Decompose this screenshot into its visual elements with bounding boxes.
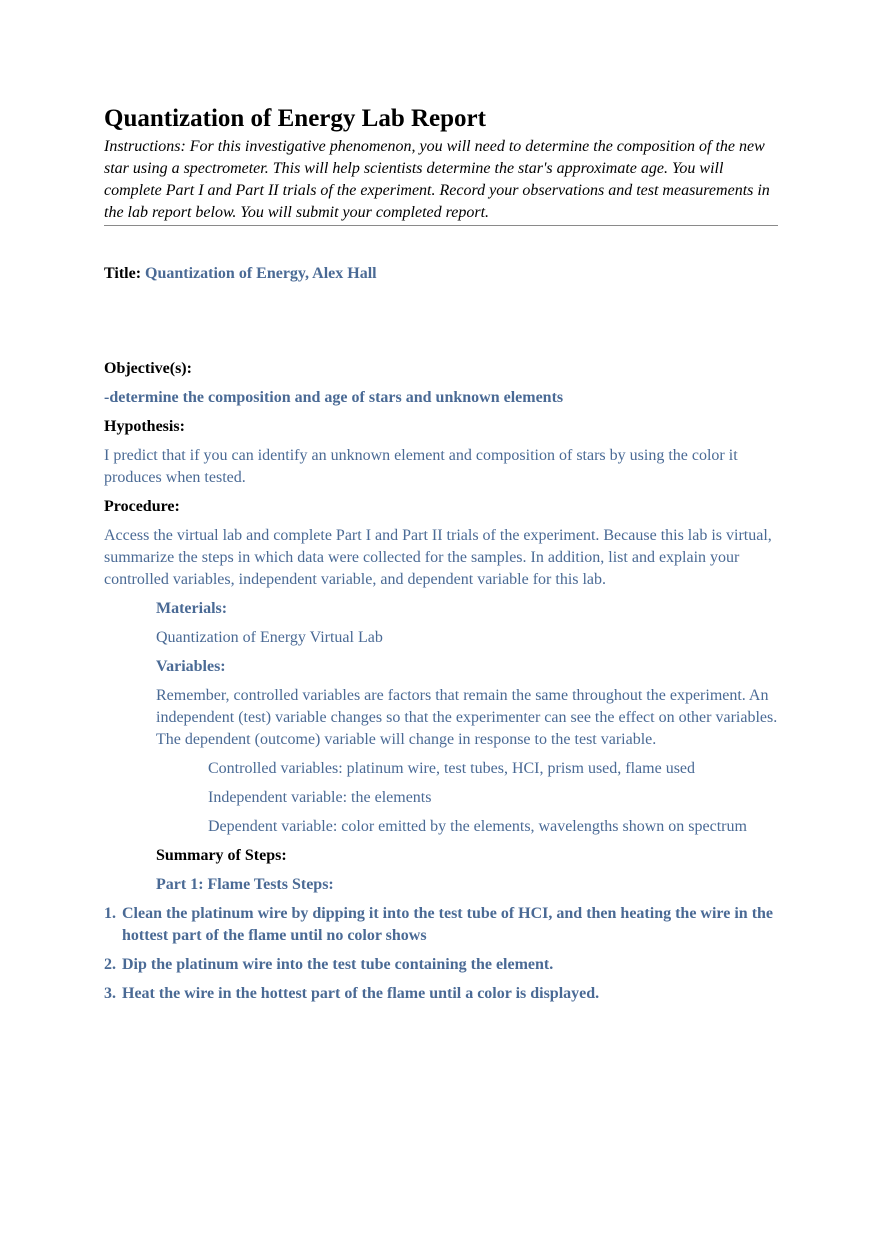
summary-label: Summary of Steps: xyxy=(156,847,287,864)
procedure-label: Procedure: xyxy=(104,498,180,515)
title-value: Quantization of Energy, Alex Hall xyxy=(145,265,377,282)
procedure-text: Access the virtual lab and complete Part I and Part II trials of the experiment. Because this lab is virtual, summarize the steps in which data were collected for the samples. In addition, list and explain your controlled variables, independent variable, and dependent variable for this lab. xyxy=(104,527,772,588)
controlled-variables: Controlled variables: platinum wire, test tubes, HCI, prism used, flame used xyxy=(208,760,696,777)
hypothesis-label: Hypothesis: xyxy=(104,418,185,435)
document-page xyxy=(104,104,778,1005)
part1-label: Part 1: Flame Tests Steps: xyxy=(156,876,334,893)
independent-variable: Independent variable: the elements xyxy=(208,789,432,806)
header-divider xyxy=(104,225,778,226)
list-item xyxy=(104,983,778,1005)
materials-label: Materials: xyxy=(156,600,228,617)
step-number: 3. xyxy=(104,985,116,1002)
steps-list xyxy=(104,903,778,1005)
list-item xyxy=(104,954,778,976)
materials-value: Quantization of Energy Virtual Lab xyxy=(156,629,383,646)
title-label: Title: xyxy=(104,265,142,282)
objective-label: Objective(s): xyxy=(104,360,192,377)
variables-label: Variables: xyxy=(156,658,226,675)
step-number: 2. xyxy=(104,956,116,973)
variables-text: Remember, controlled variables are factors that remain the same throughout the experiment. An independent (test) variable changes so that the experimenter can see the effect on other variables. The dependent (outcome) variable will change in response to the test variable. xyxy=(156,687,778,748)
page-title: Quantization of Energy Lab Report xyxy=(104,105,486,132)
list-item xyxy=(104,903,778,947)
dependent-variable: Dependent variable: color emitted by the elements, wavelengths shown on spectrum xyxy=(208,818,747,835)
hypothesis-value: I predict that if you can identify an unknown element and composition of stars by using the color it produces when tested. xyxy=(104,447,738,486)
objective-value: -determine the composition and age of stars and unknown elements xyxy=(104,389,564,406)
instructions-text: Instructions: For this investigative phenomenon, you will need to determine the composition of the new star using a spectrometer. This will help scientists determine the star's approximate age. You will complete Part I and Part II trials of the experiment. Record your observations and test measurements in the lab report below. You will submit your completed report. xyxy=(104,138,770,221)
step-text: Clean the platinum wire by dipping it into the test tube of HCI, and then heating the wire in the hottest part of the flame until no color shows xyxy=(122,905,774,944)
title-row xyxy=(104,263,778,285)
step-text: Dip the platinum wire into the test tube containing the element. xyxy=(122,956,554,973)
step-number: 1. xyxy=(104,905,116,922)
step-text: Heat the wire in the hottest part of the flame until a color is displayed. xyxy=(122,985,600,1002)
